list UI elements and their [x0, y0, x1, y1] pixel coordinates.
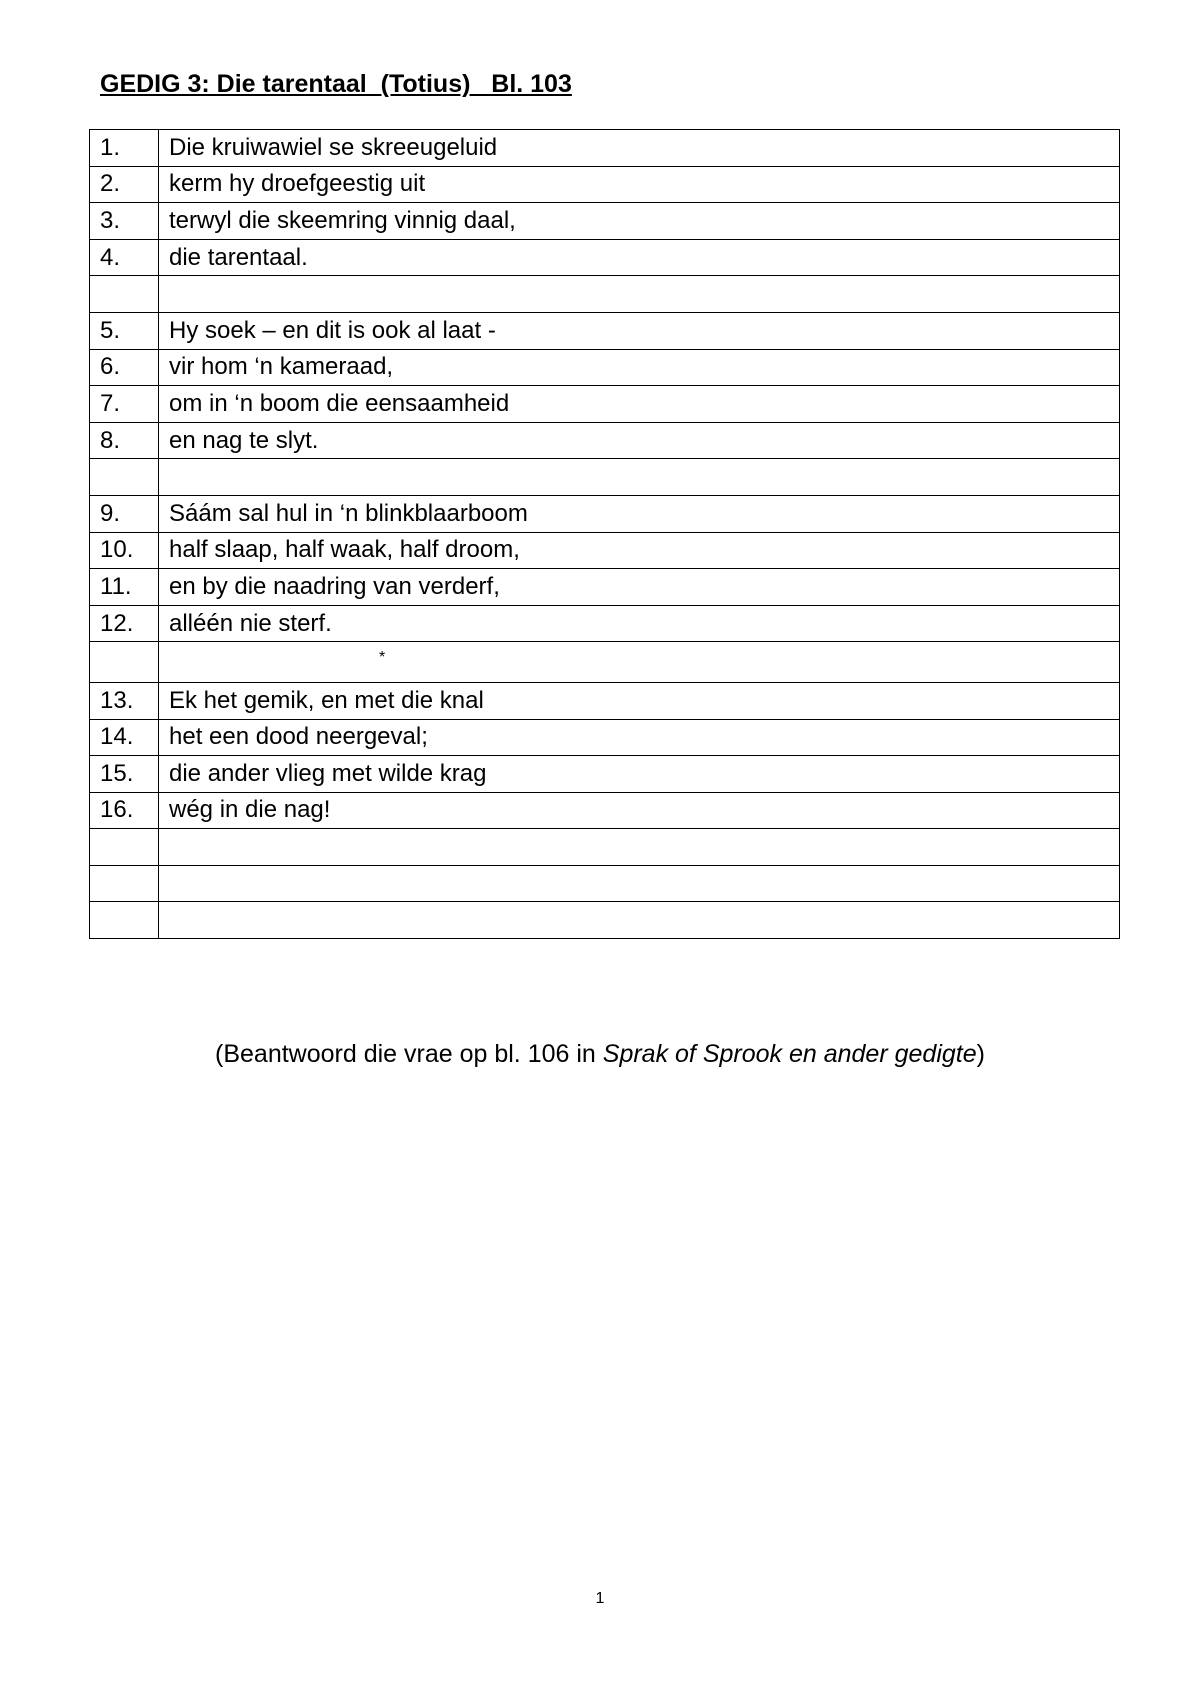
line-text: die tarentaal.: [159, 239, 1120, 276]
line-number: 9.: [90, 495, 159, 532]
line-number: 4.: [90, 239, 159, 276]
instruction-close: ): [976, 1040, 985, 1068]
page-number: 1: [595, 1590, 605, 1607]
poem-line-row: [90, 422, 1120, 459]
line-number: 6.: [90, 349, 159, 386]
line-number: 12.: [90, 605, 159, 642]
poem-line-row: [90, 829, 1120, 866]
line-text: [159, 276, 1120, 313]
line-text: Die kruiwawiel se skreeugeluid: [159, 130, 1120, 167]
poem-line-row: [90, 719, 1120, 756]
poem-table: [89, 129, 1120, 939]
section-separator: *: [159, 642, 1120, 683]
line-text: [159, 902, 1120, 939]
line-number: 2.: [90, 166, 159, 203]
line-number: 8.: [90, 422, 159, 459]
poem-line-row: [90, 756, 1120, 793]
line-number: 5.: [90, 312, 159, 349]
line-text: wég in die nag!: [159, 792, 1120, 829]
poem-line-row: [90, 166, 1120, 203]
line-number: [90, 865, 159, 902]
line-text: kerm hy droefgeestig uit: [159, 166, 1120, 203]
line-number: 1.: [90, 130, 159, 167]
line-text: vir hom ‘n kameraad,: [159, 349, 1120, 386]
poem-line-row: [90, 532, 1120, 569]
line-text: het een dood neergeval;: [159, 719, 1120, 756]
line-text: half slaap, half waak, half droom,: [159, 532, 1120, 569]
poem-line-row: [90, 682, 1120, 719]
line-text: Sáám sal hul in ‘n blinkblaarboom: [159, 495, 1120, 532]
line-number: [90, 642, 159, 683]
line-number: 15.: [90, 756, 159, 793]
line-text: die ander vlieg met wilde krag: [159, 756, 1120, 793]
line-text: Hy soek – en dit is ook al laat -: [159, 312, 1120, 349]
line-number: 10.: [90, 532, 159, 569]
poem-line-row: [90, 459, 1120, 496]
poem-line-row: [90, 130, 1120, 167]
line-number: [90, 276, 159, 313]
line-number: 3.: [90, 203, 159, 240]
line-number: [90, 902, 159, 939]
line-text: en by die naadring van verderf,: [159, 569, 1120, 606]
line-number: [90, 459, 159, 496]
poem-line-row: [90, 276, 1120, 313]
line-text: terwyl die skeemring vinnig daal,: [159, 203, 1120, 240]
book-title: Sprak of Sprook en ander gedigte: [602, 1040, 977, 1068]
poem-line-row: [90, 792, 1120, 829]
poem-line-row: [90, 386, 1120, 423]
poem-line-row: [90, 349, 1120, 386]
line-text: en nag te slyt.: [159, 422, 1120, 459]
poem-line-row: [90, 865, 1120, 902]
line-number: 11.: [90, 569, 159, 606]
poem-line-row: [90, 312, 1120, 349]
line-text: om in ‘n boom die eensaamheid: [159, 386, 1120, 423]
line-text: Ek het gemik, en met die knal: [159, 682, 1120, 719]
poem-line-row: [90, 605, 1120, 642]
line-number: 14.: [90, 719, 159, 756]
line-number: 7.: [90, 386, 159, 423]
page-title: GEDIG 3: Die tarentaal (Totius) Bl. 103: [100, 70, 572, 98]
line-number: [90, 829, 159, 866]
poem-line-row: [90, 902, 1120, 939]
poem-line-row: [90, 495, 1120, 532]
instruction-note: [0, 1040, 1200, 1069]
poem-line-row: [90, 203, 1120, 240]
line-text: alléén nie sterf.: [159, 605, 1120, 642]
instruction-text: (Beantwoord die vrae op bl. 106 in: [215, 1040, 603, 1068]
line-text: [159, 865, 1120, 902]
poem-line-row: [90, 642, 1120, 683]
poem-line-row: [90, 239, 1120, 276]
line-text: [159, 459, 1120, 496]
poem-line-row: [90, 569, 1120, 606]
line-number: 16.: [90, 792, 159, 829]
line-number: 13.: [90, 682, 159, 719]
line-text: [159, 829, 1120, 866]
